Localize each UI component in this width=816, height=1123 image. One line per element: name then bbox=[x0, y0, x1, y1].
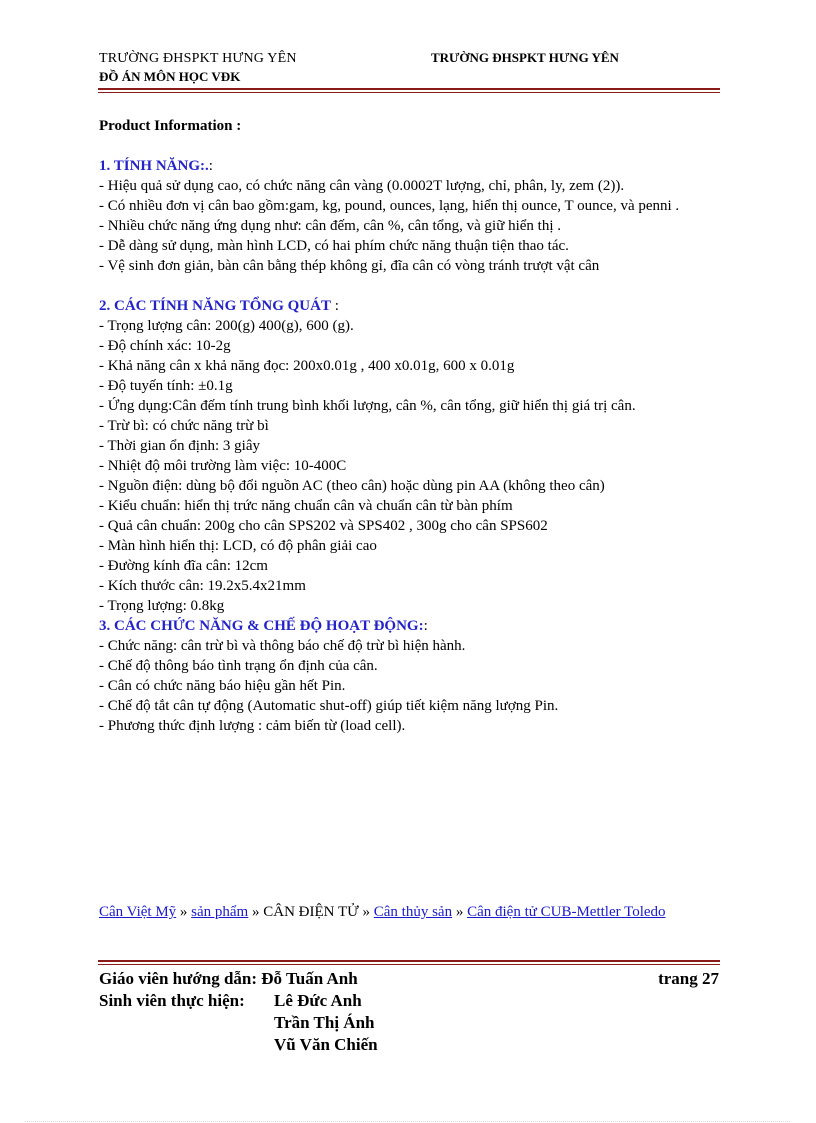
section2-line: - Khả năng cân x khả năng đọc: 200x0.01g , 400 x0.01g, 600 x 0.01g bbox=[99, 358, 515, 374]
section3-heading bbox=[99, 616, 721, 636]
section1-title: 1. TÍNH NĂNG:. bbox=[99, 158, 209, 174]
section2-line: - Ứng dụng:Cân đếm tính trung bình khối lượng, cân %, cân tổng, giữ hiển thị giá trị cân. bbox=[99, 398, 636, 414]
section2-line: - Kiểu chuẩn: hiển thị trức năng chuẩn cân và chuẩn cân từ bàn phím bbox=[99, 498, 513, 514]
school-name-right: TRƯỜNG ĐHSPKT HƯNG YÊN bbox=[431, 50, 619, 65]
section2-line: - Kích thước cân: 19.2x5.4x21mm bbox=[99, 578, 306, 594]
section3-line: - Chức năng: cân trừ bì và thông báo chế độ trừ bì hiện hành. bbox=[99, 638, 466, 654]
breadcrumb-separator: » bbox=[176, 904, 192, 920]
breadcrumb bbox=[99, 902, 721, 922]
breadcrumb-link-can-thuy-san[interactable]: Cân thủy sản bbox=[373, 904, 453, 920]
breadcrumb-link-san-pham[interactable]: sản phẩm bbox=[191, 904, 249, 920]
section3-line: - Cân có chức năng báo hiệu gần hết Pin. bbox=[99, 678, 346, 694]
section2-line: - Đường kính đĩa cân: 12cm bbox=[99, 558, 268, 574]
breadcrumb-link-can-viet-my[interactable]: Cân Việt Mỹ bbox=[99, 904, 177, 920]
document-body bbox=[99, 116, 721, 736]
section2-line: - Thời gian ổn định: 3 giây bbox=[99, 438, 260, 454]
section3-line: - Phương thức định lượng : cảm biến từ (load cell). bbox=[99, 718, 406, 734]
section2-line: - Độ chính xác: 10-2g bbox=[99, 338, 231, 354]
page-bottom-border bbox=[25, 1121, 790, 1122]
school-name-left: TRƯỜNG ĐHSPKT HƯNG YÊN bbox=[99, 51, 297, 66]
breadcrumb-separator: » bbox=[452, 904, 468, 920]
section2-line: - Nguồn điện: dùng bộ đổi nguồn AC (theo cân) hoặc dùng pin AA (không theo cân) bbox=[99, 478, 605, 494]
product-info-title: Product Information : bbox=[99, 118, 242, 134]
section2-title: 2. CÁC TÍNH NĂNG TỔNG QUÁT bbox=[99, 298, 331, 314]
page-number: trang 27 bbox=[658, 969, 719, 988]
section3-line: - Chế độ tắt cân tự động (Automatic shut-off) giúp tiết kiệm năng lượng Pin. bbox=[99, 698, 559, 714]
section1-line: - Nhiều chức năng ứng dụng như: cân đếm, cân %, cân tổng, và giữ hiển thị . bbox=[99, 218, 561, 234]
section2-line: - Quả cân chuẩn: 200g cho cân SPS202 và SPS402 , 300g cho cân SPS602 bbox=[99, 518, 548, 534]
section2-line: - Độ tuyến tính: ±0.1g bbox=[99, 378, 233, 394]
student-name: Vũ Văn Chiến bbox=[274, 1035, 378, 1054]
section1-line: - Dễ dàng sử dụng, màn hình LCD, có hai phím chức năng thuận tiện thao tác. bbox=[99, 238, 569, 254]
footer-rule bbox=[98, 960, 720, 962]
section1-line: - Hiệu quả sử dụng cao, có chức năng cân vàng (0.0002T lượng, chỉ, phân, ly, zem (2)). bbox=[99, 178, 625, 194]
section1-line: - Có nhiều đơn vị cân bao gồm:gam, kg, pound, ounces, lạng, hiển thị ounce, T ounce, và penni . bbox=[99, 198, 680, 214]
section2-heading bbox=[99, 296, 721, 316]
section2-line: - Trọng lượng cân: 200(g) 400(g), 600 (g). bbox=[99, 318, 354, 334]
section1-heading bbox=[99, 156, 721, 176]
footer-rule-thin bbox=[98, 964, 720, 965]
section3-line: - Chế độ thông báo tình trạng ổn định của cân. bbox=[99, 658, 378, 674]
student-name: Lê Đức Anh bbox=[274, 991, 362, 1010]
student-name: Trần Thị Ánh bbox=[274, 1013, 375, 1032]
section2-tail: : bbox=[330, 298, 339, 314]
section3-tail: : bbox=[423, 618, 428, 634]
footer bbox=[99, 968, 721, 1056]
section2-line: - Trừ bì: có chức năng trừ bì bbox=[99, 418, 269, 434]
section2-line: - Màn hình hiển thị: LCD, có độ phân giải cao bbox=[99, 538, 377, 554]
section1-line: - Vệ sinh đơn giản, bàn cân bằng thép không gỉ, đĩa cân có vòng tránh trượt vật cân bbox=[99, 258, 600, 274]
header-left bbox=[99, 50, 297, 86]
student-label: Sinh viên thực hiện: bbox=[99, 991, 245, 1010]
teacher-label: Giáo viên hướng dẫn: Đỗ Tuấn Anh bbox=[99, 969, 358, 988]
section2-line: - Nhiệt độ môi trường làm việc: 10-400C bbox=[99, 458, 347, 474]
header-rule-thin bbox=[98, 92, 720, 93]
section2-line: - Trọng lượng: 0.8kg bbox=[99, 598, 225, 614]
section1-tail: : bbox=[208, 158, 213, 174]
breadcrumb-separator-category: » CÂN ĐIỆN TỬ » bbox=[248, 904, 374, 920]
header-rule bbox=[98, 88, 720, 90]
breadcrumb-link-can-dien-tu-cub[interactable]: Cân điện tử CUB-Mettler Toledo bbox=[467, 904, 666, 920]
course-name: ĐỒ ÁN MÔN HỌC VĐK bbox=[99, 69, 241, 84]
section3-title: 3. CÁC CHỨC NĂNG & CHẾ ĐỘ HOẠT ĐỘNG: bbox=[99, 618, 424, 634]
